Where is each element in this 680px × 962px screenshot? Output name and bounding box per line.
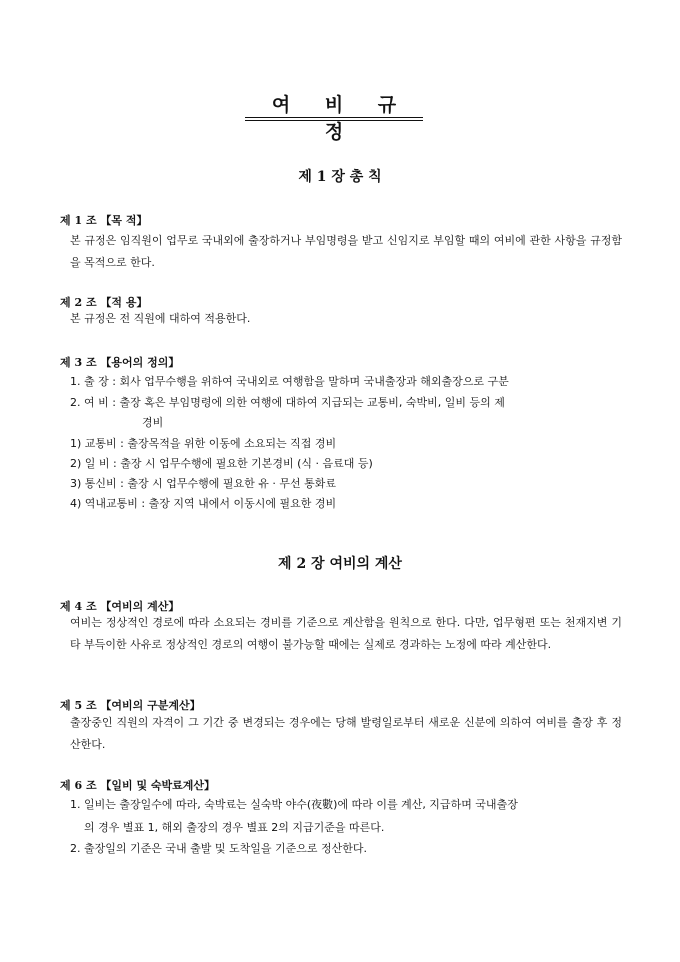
article-1-heading: 제 1 조 【목 적】 — [60, 214, 148, 227]
clause-item: 1. 일비는 출장일수에 따라, 숙박료는 실숙박 야수(夜數)에 따라 이를 계산, 지급하며 국내출장 — [70, 798, 518, 811]
article-4-heading: 제 4 조 【여비의 계산】 — [60, 600, 180, 613]
article-5-heading: 제 5 조 【여비의 구분계산】 — [60, 699, 201, 712]
article-3-heading: 제 3 조 【용어의 정의】 — [60, 356, 180, 369]
document-title: 여 비 규 정 — [271, 94, 411, 143]
chapter-2-heading: 제 2 장 여비의 계산 — [278, 556, 402, 572]
article-2-heading: 제 2 조 【적 용】 — [60, 296, 148, 309]
title-underline — [245, 117, 423, 118]
chapter-1-heading: 제 1 장 총 칙 — [298, 169, 382, 185]
clause-item: 2. 출장일의 기준은 국내 출발 및 도착일을 기준으로 정산한다. — [70, 842, 367, 855]
definition-item-continued: 경비 — [142, 416, 164, 429]
article-6-heading: 제 6 조 【일비 및 숙박료계산】 — [60, 779, 216, 792]
article-5-body: 출장중인 직원의 자격이 그 기간 중 변경되는 경우에는 당해 발령일로부터 새로운 신분에 의하여 여비를 출장 후 정산한다. — [70, 716, 622, 751]
definition-item: 2. 여 비 : 출장 혹은 부임명령에 의한 여행에 대하여 지급되는 교통비, 숙박비, 일비 등의 제 — [70, 396, 505, 409]
definition-subitem: 3) 통신비 : 출장 시 업무수행에 필요한 유 · 무선 통화료 — [70, 477, 336, 490]
article-1-body: 본 규정은 임직원이 업무로 국내외에 출장하거나 부임명령을 받고 신임지로 부임할 때의 여비에 관한 사항을 규정함을 목적으로 한다. — [70, 234, 622, 269]
definition-subitem: 4) 역내교통비 : 출장 지역 내에서 이동시에 필요한 경비 — [70, 497, 337, 510]
definition-subitem: 2) 일 비 : 출장 시 업무수행에 필요한 기본경비 (식 · 음료대 등) — [70, 457, 373, 470]
article-4-body: 여비는 정상적인 경로에 따라 소요되는 경비를 기준으로 계산함을 원칙으로 한다. 다만, 업무형편 또는 천재지변 기타 부득이한 사유로 정상적인 경로의 여행이 불가능할 때에는 실제로 경과하는 노정에 따라 계산한다. — [70, 616, 622, 651]
definition-subitem: 1) 교통비 : 출장목적을 위한 이동에 소요되는 직접 경비 — [70, 437, 337, 450]
definition-item: 1. 출 장 : 회사 업무수행을 위하여 국내외로 여행함을 말하며 국내출장과 해외출장으로 구분 — [70, 375, 509, 388]
title-underline-double — [245, 120, 423, 121]
article-2-body: 본 규정은 전 직원에 대하여 적용한다. — [70, 312, 251, 325]
clause-item-continued: 의 경우 별표 1, 해외 출장의 경우 별표 2의 지급기준을 따른다. — [84, 821, 385, 834]
